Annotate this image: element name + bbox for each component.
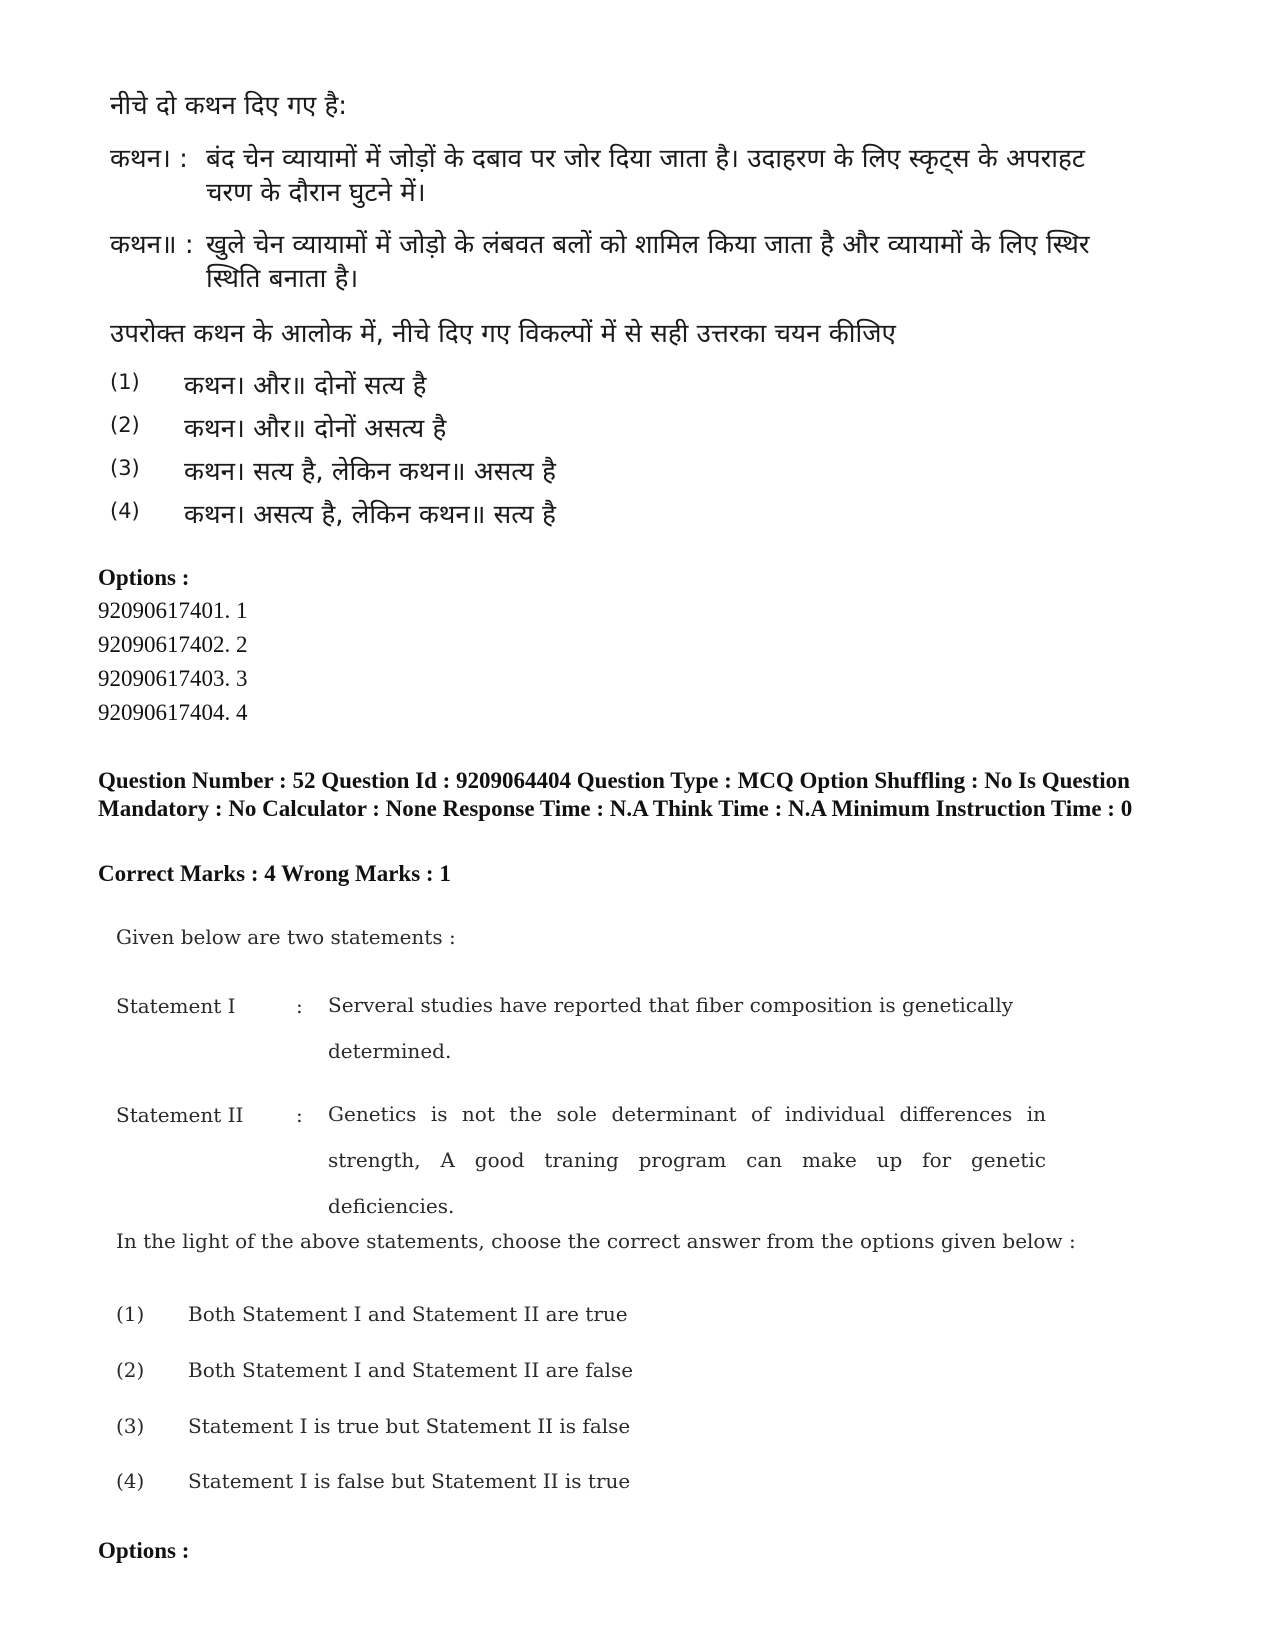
- hindi-option-4: [110, 495, 556, 531]
- hindi-statement-2-label: कथन॥ :: [110, 230, 194, 260]
- english-option-1: [116, 1302, 628, 1326]
- english-option-3: [116, 1414, 630, 1438]
- english-option-2: [116, 1358, 633, 1382]
- hindi-option-number: (1): [110, 370, 140, 394]
- statement-colon: :: [296, 994, 303, 1018]
- english-option-text: Both Statement I and Statement II are true: [188, 1302, 628, 1326]
- english-option-text: Statement I is false but Statement II is true: [188, 1469, 631, 1493]
- english-option-number: (1): [116, 1302, 145, 1326]
- english-statement-1-label: Statement I: [116, 994, 236, 1018]
- hindi-option-1: [110, 366, 426, 402]
- english-option-text: Both Statement I and Statement II are false: [188, 1358, 634, 1382]
- options-heading: Options :: [98, 1538, 190, 1563]
- english-option-4: [116, 1469, 630, 1493]
- english-statement-1-text: Serveral studies have reported that fiber composition is genetically determined.: [328, 993, 1014, 1063]
- statement-colon: :: [296, 1103, 303, 1127]
- english-statement-2-label: Statement II: [116, 1103, 244, 1127]
- hindi-option-number: (2): [110, 413, 140, 437]
- marks-line: Correct Marks : 4 Wrong Marks : 1: [98, 861, 451, 886]
- english-option-number: (4): [116, 1469, 145, 1493]
- english-option-number: (3): [116, 1414, 145, 1438]
- english-option-text: Statement I is true but Statement II is false: [188, 1414, 631, 1438]
- options-heading: Options :: [98, 565, 190, 590]
- hindi-option-2: [110, 409, 446, 445]
- hindi-option-text: कथन। सत्य है, लेकिन कथन॥ असत्य है: [184, 457, 556, 487]
- english-statement-1: [116, 994, 1046, 1074]
- option-id-line: 92090617403. 3: [98, 666, 248, 691]
- hindi-option-text: कथन। असत्य है, लेकिन कथन॥ सत्य है: [184, 500, 556, 530]
- hindi-prompt: उपरोक्त कथन के आलोक में, नीचे दिए गए विकल्पों में से सही उत्तरका चयन कीजिए: [110, 319, 896, 349]
- english-intro: Given below are two statements :: [116, 925, 456, 949]
- hindi-option-text: कथन। और॥ दोनों सत्य है: [184, 371, 427, 401]
- option-id-line: 92090617402. 2: [98, 632, 248, 657]
- hindi-statement-1-text: बंद चेन व्यायामों में जोड़ों के दबाव पर जोर दिया जाता है। उदाहरण के लिए स्कृट्स के अपराहट चरण के दौरान घुटने में।: [206, 144, 1085, 208]
- option-id-line: 92090617401. 1: [98, 598, 248, 623]
- question-header: Question Number : 52 Question Id : 9209064404 Question Type : MCQ Option Shuffling : No Is Question Mandatory : No Calculator : None Response Time : N.A Think Time : N.A Minimum Instruction Time : 0: [98, 768, 1133, 821]
- hindi-statement-2: [110, 228, 1120, 296]
- english-statement-2: [116, 1103, 1046, 1229]
- english-statement-2-text: Genetics is not the sole determinant of individual differences in strength, A good traning program can make up for genetic deficiencies.: [328, 1102, 1046, 1218]
- hindi-statement-1-label: कथन। :: [110, 144, 188, 174]
- hindi-option-number: (4): [110, 499, 140, 523]
- hindi-statement-1: [110, 142, 1120, 210]
- hindi-option-text: कथन। और॥ दोनों असत्य है: [184, 414, 447, 444]
- english-prompt: In the light of the above statements, choose the correct answer from the options given below :: [116, 1229, 1076, 1253]
- english-option-number: (2): [116, 1358, 145, 1382]
- option-id-line: 92090617404. 4: [98, 700, 248, 725]
- hindi-intro: नीचे दो कथन दिए गए है:: [110, 91, 348, 121]
- hindi-statement-2-text: खुले चेन व्यायामों में जोड़ो के लंबवत बलों को शामिल किया जाता है और व्यायामों के लिए स्थिर स्थिति बनाता है।: [206, 230, 1090, 294]
- hindi-option-3: [110, 452, 556, 488]
- hindi-option-number: (3): [110, 456, 140, 480]
